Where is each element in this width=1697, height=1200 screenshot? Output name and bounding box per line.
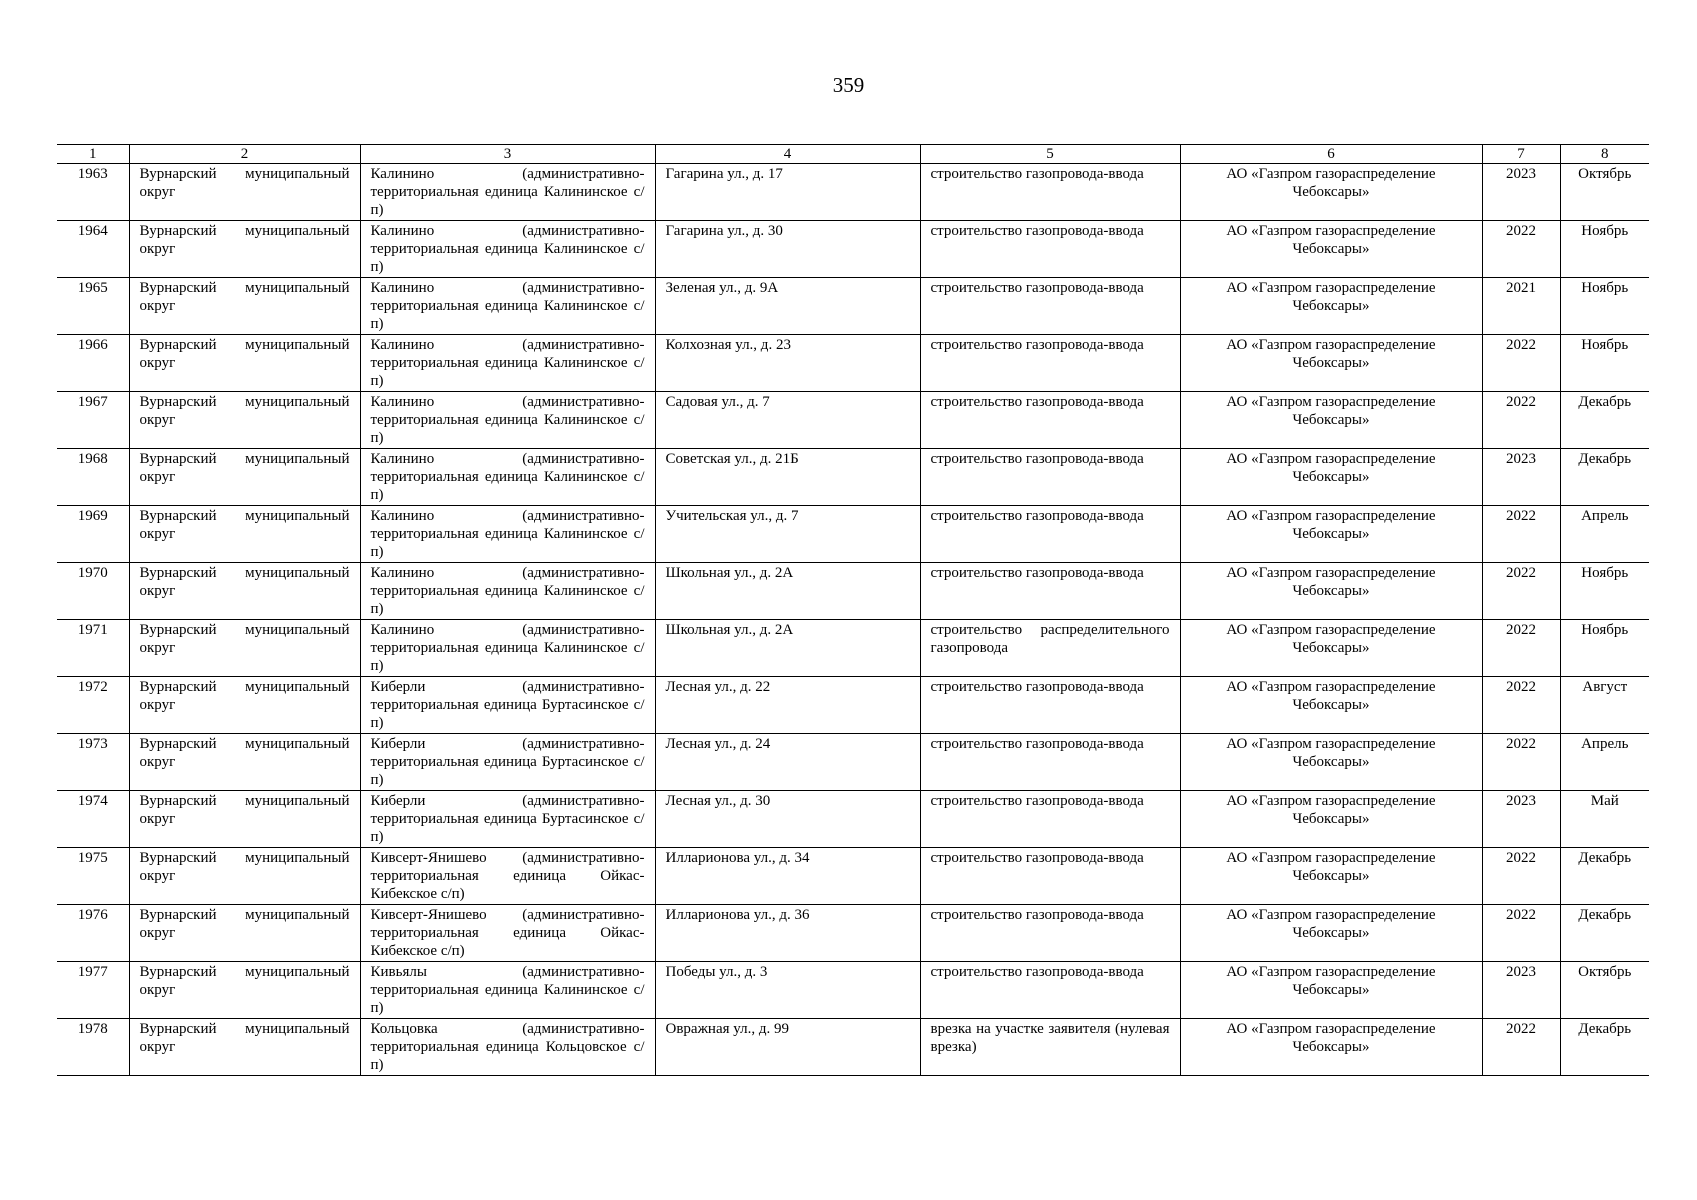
year-cell: 2023 (1482, 449, 1560, 506)
month-cell: Ноябрь (1560, 278, 1649, 335)
address-cell: Школьная ул., д. 2А (655, 620, 920, 677)
work-type-cell: строительство газопровода-ввода (920, 791, 1180, 848)
district-cell: Вурнарский муниципальный округ (129, 164, 360, 221)
work-type-cell: строительство газопровода-ввода (920, 905, 1180, 962)
year-cell: 2021 (1482, 278, 1560, 335)
row-number: 1963 (57, 164, 129, 221)
row-number: 1975 (57, 848, 129, 905)
organization-cell: АО «Газпром газораспределение Чебоксары» (1180, 1019, 1482, 1076)
month-cell: Декабрь (1560, 848, 1649, 905)
row-number: 1970 (57, 563, 129, 620)
table-row (57, 734, 1649, 791)
organization-cell: АО «Газпром газораспределение Чебоксары» (1180, 734, 1482, 791)
month-cell: Декабрь (1560, 392, 1649, 449)
address-cell: Илларионова ул., д. 34 (655, 848, 920, 905)
row-number: 1966 (57, 335, 129, 392)
district-cell: Вурнарский муниципальный округ (129, 962, 360, 1019)
work-type-cell: строительство газопровода-ввода (920, 848, 1180, 905)
organization-cell: АО «Газпром газораспределение Чебоксары» (1180, 848, 1482, 905)
settlement-cell: Кивсерт-Янишево (административно-территориальная единица Ойкас-Кибекское с/п) (360, 905, 655, 962)
column-header: 1 (57, 145, 129, 164)
work-type-cell: строительство газопровода-ввода (920, 335, 1180, 392)
year-cell: 2023 (1482, 962, 1560, 1019)
settlement-cell: Киберли (административно-территориальная единица Буртасинское с/п) (360, 677, 655, 734)
address-cell: Лесная ул., д. 24 (655, 734, 920, 791)
table-row (57, 563, 1649, 620)
header-row (57, 145, 1649, 164)
table-row (57, 1019, 1649, 1076)
year-cell: 2022 (1482, 563, 1560, 620)
work-type-cell: строительство газопровода-ввода (920, 734, 1180, 791)
column-header: 5 (920, 145, 1180, 164)
work-type-cell: строительство газопровода-ввода (920, 449, 1180, 506)
row-number: 1964 (57, 221, 129, 278)
organization-cell: АО «Газпром газораспределение Чебоксары» (1180, 164, 1482, 221)
district-cell: Вурнарский муниципальный округ (129, 221, 360, 278)
row-number: 1977 (57, 962, 129, 1019)
work-type-cell: строительство газопровода-ввода (920, 278, 1180, 335)
table-row (57, 335, 1649, 392)
work-type-cell: строительство газопровода-ввода (920, 506, 1180, 563)
address-cell: Учительская ул., д. 7 (655, 506, 920, 563)
district-cell: Вурнарский муниципальный округ (129, 449, 360, 506)
year-cell: 2023 (1482, 791, 1560, 848)
month-cell: Октябрь (1560, 164, 1649, 221)
settlement-cell: Киберли (административно-территориальная единица Буртасинское с/п) (360, 734, 655, 791)
settlement-cell: Калинино (административно-территориальная единица Калининское с/п) (360, 278, 655, 335)
month-cell: Декабрь (1560, 905, 1649, 962)
month-cell: Октябрь (1560, 962, 1649, 1019)
address-cell: Школьная ул., д. 2А (655, 563, 920, 620)
address-cell: Советская ул., д. 21Б (655, 449, 920, 506)
column-header: 7 (1482, 145, 1560, 164)
year-cell: 2022 (1482, 506, 1560, 563)
settlement-cell: Калинино (административно-территориальная единица Калининское с/п) (360, 392, 655, 449)
organization-cell: АО «Газпром газораспределение Чебоксары» (1180, 962, 1482, 1019)
settlement-cell: Калинино (административно-территориальная единица Калининское с/п) (360, 335, 655, 392)
year-cell: 2022 (1482, 734, 1560, 791)
work-type-cell: строительство газопровода-ввода (920, 677, 1180, 734)
district-cell: Вурнарский муниципальный округ (129, 563, 360, 620)
settlement-cell: Калинино (административно-территориальная единица Калининское с/п) (360, 620, 655, 677)
row-number: 1973 (57, 734, 129, 791)
organization-cell: АО «Газпром газораспределение Чебоксары» (1180, 905, 1482, 962)
year-cell: 2022 (1482, 677, 1560, 734)
work-type-cell: строительство газопровода-ввода (920, 962, 1180, 1019)
settlement-cell: Киберли (административно-территориальная единица Буртасинское с/п) (360, 791, 655, 848)
page-number: 359 (832, 73, 865, 97)
settlement-cell: Кивсерт-Янишево (административно-территориальная единица Ойкас-Кибекское с/п) (360, 848, 655, 905)
year-cell: 2023 (1482, 164, 1560, 221)
year-cell: 2022 (1482, 335, 1560, 392)
year-cell: 2022 (1482, 221, 1560, 278)
row-number: 1969 (57, 506, 129, 563)
column-header: 3 (360, 145, 655, 164)
district-cell: Вурнарский муниципальный округ (129, 506, 360, 563)
month-cell: Декабрь (1560, 1019, 1649, 1076)
district-cell: Вурнарский муниципальный округ (129, 905, 360, 962)
organization-cell: АО «Газпром газораспределение Чебоксары» (1180, 392, 1482, 449)
year-cell: 2022 (1482, 620, 1560, 677)
organization-cell: АО «Газпром газораспределение Чебоксары» (1180, 335, 1482, 392)
table-row (57, 620, 1649, 677)
table-row (57, 962, 1649, 1019)
organization-cell: АО «Газпром газораспределение Чебоксары» (1180, 563, 1482, 620)
table-row (57, 221, 1649, 278)
table-row (57, 848, 1649, 905)
month-cell: Август (1560, 677, 1649, 734)
year-cell: 2022 (1482, 1019, 1560, 1076)
row-number: 1971 (57, 620, 129, 677)
row-number: 1972 (57, 677, 129, 734)
settlement-cell: Калинино (административно-территориальная единица Калининское с/п) (360, 506, 655, 563)
year-cell: 2022 (1482, 848, 1560, 905)
address-cell: Илларионова ул., д. 36 (655, 905, 920, 962)
table-row (57, 506, 1649, 563)
row-number: 1976 (57, 905, 129, 962)
year-cell: 2022 (1482, 392, 1560, 449)
table-row (57, 449, 1649, 506)
table-row (57, 164, 1649, 221)
settlement-cell: Калинино (административно-территориальная единица Калининское с/п) (360, 449, 655, 506)
address-cell: Лесная ул., д. 22 (655, 677, 920, 734)
district-cell: Вурнарский муниципальный округ (129, 848, 360, 905)
organization-cell: АО «Газпром газораспределение Чебоксары» (1180, 278, 1482, 335)
district-cell: Вурнарский муниципальный округ (129, 335, 360, 392)
month-cell: Апрель (1560, 506, 1649, 563)
district-cell: Вурнарский муниципальный округ (129, 677, 360, 734)
month-cell: Ноябрь (1560, 221, 1649, 278)
district-cell: Вурнарский муниципальный округ (129, 1019, 360, 1076)
row-number: 1978 (57, 1019, 129, 1076)
row-number: 1965 (57, 278, 129, 335)
district-cell: Вурнарский муниципальный округ (129, 620, 360, 677)
row-number: 1967 (57, 392, 129, 449)
address-cell: Победы ул., д. 3 (655, 962, 920, 1019)
table-body (57, 164, 1649, 1076)
address-cell: Садовая ул., д. 7 (655, 392, 920, 449)
table-row (57, 791, 1649, 848)
work-type-cell: врезка на участке заявителя (нулевая врезка) (920, 1019, 1180, 1076)
table-row (57, 392, 1649, 449)
address-cell: Гагарина ул., д. 30 (655, 221, 920, 278)
work-type-cell: строительство газопровода-ввода (920, 221, 1180, 278)
table-row (57, 905, 1649, 962)
month-cell: Декабрь (1560, 449, 1649, 506)
column-header: 8 (1560, 145, 1649, 164)
column-header: 2 (129, 145, 360, 164)
settlement-cell: Кольцовка (административно-территориальная единица Кольцовское с/п) (360, 1019, 655, 1076)
row-number: 1974 (57, 791, 129, 848)
work-type-cell: строительство газопровода-ввода (920, 563, 1180, 620)
year-cell: 2022 (1482, 905, 1560, 962)
address-cell: Колхозная ул., д. 23 (655, 335, 920, 392)
work-type-cell: строительство распределительного газопровода (920, 620, 1180, 677)
gasification-table (57, 144, 1649, 1076)
work-type-cell: строительство газопровода-ввода (920, 164, 1180, 221)
organization-cell: АО «Газпром газораспределение Чебоксары» (1180, 449, 1482, 506)
address-cell: Гагарина ул., д. 17 (655, 164, 920, 221)
column-header: 4 (655, 145, 920, 164)
month-cell: Ноябрь (1560, 335, 1649, 392)
address-cell: Овражная ул., д. 99 (655, 1019, 920, 1076)
month-cell: Ноябрь (1560, 563, 1649, 620)
district-cell: Вурнарский муниципальный округ (129, 392, 360, 449)
address-cell: Лесная ул., д. 30 (655, 791, 920, 848)
settlement-cell: Калинино (административно-территориальная единица Калининское с/п) (360, 563, 655, 620)
organization-cell: АО «Газпром газораспределение Чебоксары» (1180, 791, 1482, 848)
settlement-cell: Кивьялы (административно-территориальная единица Калининское с/п) (360, 962, 655, 1019)
table-row (57, 677, 1649, 734)
settlement-cell: Калинино (административно-территориальная единица Калининское с/п) (360, 221, 655, 278)
month-cell: Ноябрь (1560, 620, 1649, 677)
district-cell: Вурнарский муниципальный округ (129, 791, 360, 848)
work-type-cell: строительство газопровода-ввода (920, 392, 1180, 449)
organization-cell: АО «Газпром газораспределение Чебоксары» (1180, 620, 1482, 677)
month-cell: Май (1560, 791, 1649, 848)
organization-cell: АО «Газпром газораспределение Чебоксары» (1180, 677, 1482, 734)
month-cell: Апрель (1560, 734, 1649, 791)
organization-cell: АО «Газпром газораспределение Чебоксары» (1180, 506, 1482, 563)
column-header: 6 (1180, 145, 1482, 164)
district-cell: Вурнарский муниципальный округ (129, 734, 360, 791)
row-number: 1968 (57, 449, 129, 506)
address-cell: Зеленая ул., д. 9А (655, 278, 920, 335)
district-cell: Вурнарский муниципальный округ (129, 278, 360, 335)
settlement-cell: Калинино (административно-территориальная единица Калининское с/п) (360, 164, 655, 221)
organization-cell: АО «Газпром газораспределение Чебоксары» (1180, 221, 1482, 278)
table-row (57, 278, 1649, 335)
